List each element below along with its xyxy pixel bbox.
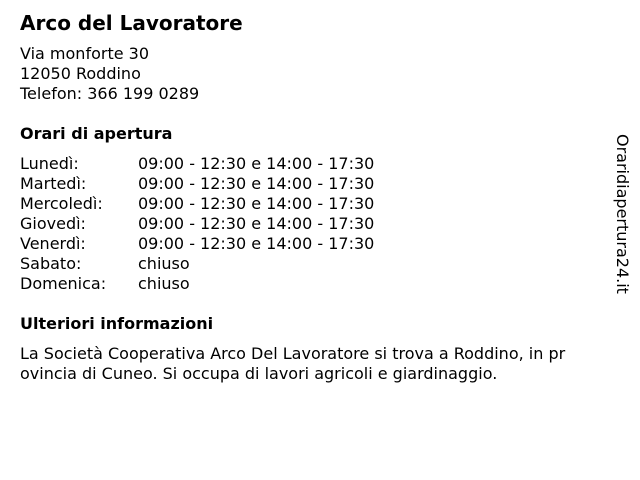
day-hours: 09:00 - 12:30 e 14:00 - 17:30	[138, 154, 375, 173]
day-hours: chiuso	[138, 254, 190, 273]
day-label: Sabato:	[20, 254, 82, 273]
day-hours: 09:00 - 12:30 e 14:00 - 17:30	[138, 194, 375, 213]
phone-number: Telefon: 366 199 0289	[20, 84, 200, 103]
description-line: La Società Cooperativa Arco Del Lavoratore si trova a Roddino, in pr	[20, 344, 566, 363]
day-label: Domenica:	[20, 274, 107, 293]
day-hours: 09:00 - 12:30 e 14:00 - 17:30	[138, 214, 375, 233]
address-block	[20, 44, 199, 104]
day-label: Giovedì:	[20, 214, 86, 233]
business-description	[20, 344, 620, 384]
more-info-heading: Ulteriori informazioni	[20, 314, 214, 333]
day-label: Martedì:	[20, 174, 87, 193]
description-line: ovincia di Cuneo. Si occupa di lavori agricoli e giardinaggio.	[20, 364, 498, 383]
day-hours: 09:00 - 12:30 e 14:00 - 17:30	[138, 234, 375, 253]
street-address: Via monforte 30	[20, 44, 150, 63]
opening-hours-heading: Orari di apertura	[20, 124, 173, 143]
site-watermark: Oraridiapertura24.it	[613, 134, 632, 294]
day-label: Mercoledì:	[20, 194, 103, 213]
page-title: Arco del Lavoratore	[20, 11, 243, 35]
day-label: Lunedì:	[20, 154, 79, 173]
day-hours: 09:00 - 12:30 e 14:00 - 17:30	[138, 174, 375, 193]
city-address: 12050 Roddino	[20, 64, 141, 83]
day-hours: chiuso	[138, 274, 190, 293]
day-label: Venerdì:	[20, 234, 86, 253]
